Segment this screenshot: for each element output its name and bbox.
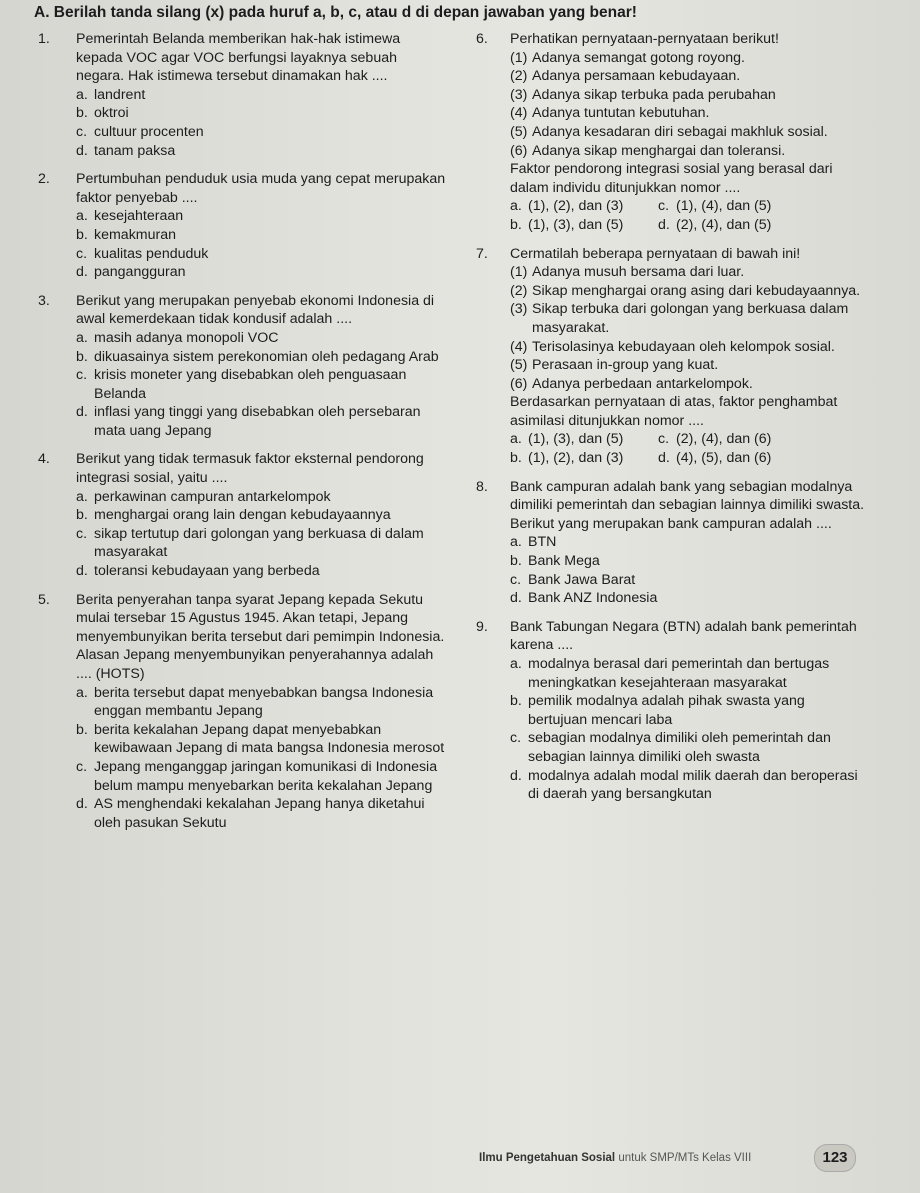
option-text: Bank ANZ Indonesia <box>528 590 658 607</box>
option-text: toleransi kebudayaan yang berbeda <box>94 563 320 580</box>
statement-label: (2) <box>510 68 528 85</box>
answer-option[interactable] <box>76 348 446 367</box>
question <box>476 478 866 608</box>
option-letter: b. <box>76 507 88 524</box>
question-prompt: Faktor pendorong integrasi sosial yang berasal dari dalam individu ditunjukkan nomor .... <box>510 161 833 196</box>
answer-option[interactable] <box>76 488 446 507</box>
question-number: 9. <box>476 618 488 635</box>
answer-option[interactable] <box>510 692 866 729</box>
option-text: kemakmuran <box>94 226 177 243</box>
question-prompt: Berdasarkan pernyataan di atas, faktor penghambat asimilasi ditunjukkan nomor .... <box>510 394 838 429</box>
footer <box>479 1152 751 1164</box>
option-text: (4), (5), dan (6) <box>676 450 772 467</box>
option-letter: d. <box>658 450 670 467</box>
statement-text: Adanya sikap menghargai dan toleransi. <box>532 142 786 159</box>
question-number: 6. <box>476 31 488 47</box>
option-text: Bank Mega <box>528 553 600 570</box>
answer-option[interactable] <box>510 655 866 692</box>
instruction: A. Berilah tanda silang (x) pada huruf a, b, c, atau d di depan jawaban yang benar! <box>34 4 637 21</box>
statement-item <box>510 375 866 394</box>
answer-option[interactable] <box>510 449 658 468</box>
answer-option[interactable] <box>510 430 658 449</box>
left-column <box>38 30 446 842</box>
statement-text: Adanya musuh bersama dari luar. <box>532 264 745 281</box>
answer-option[interactable] <box>76 506 446 525</box>
spacer <box>476 470 866 478</box>
question-number: 8. <box>476 478 488 495</box>
statement-label: (1) <box>510 49 528 66</box>
option-letter: c. <box>658 198 670 215</box>
statement-text: Perasaan in-group yang kuat. <box>532 357 719 374</box>
answer-option[interactable] <box>76 758 446 795</box>
option-text: modalnya adalah modal milik daerah dan beroperasi di daerah yang bersangkutan <box>528 767 858 803</box>
question-number: 5. <box>38 591 50 608</box>
statement-label: (4) <box>510 105 528 122</box>
statement-item <box>510 300 866 337</box>
statement-item <box>510 104 866 123</box>
question <box>38 450 446 580</box>
option-letter: d. <box>76 264 88 281</box>
option-text: pangangguran <box>94 264 186 281</box>
question-text: Perhatikan pernyataan-pernyataan berikut! <box>510 31 779 47</box>
statement-text: Adanya kesadaran diri sebagai makhluk sosial. <box>532 123 828 140</box>
spacer <box>476 806 866 814</box>
statement-item <box>510 263 866 282</box>
spacer <box>38 834 446 842</box>
option-text: kualitas penduduk <box>94 245 209 262</box>
question <box>38 591 446 833</box>
option-text: Bank Jawa Barat <box>528 571 636 588</box>
answer-option[interactable] <box>76 525 446 562</box>
question-text: Berikut yang tidak termasuk faktor eksternal pendorong integrasi sosial, yaitu .... <box>76 451 424 487</box>
statement-label: (2) <box>510 282 528 299</box>
statement-item <box>510 123 866 142</box>
option-letter: b. <box>76 105 88 122</box>
option-letter: c. <box>510 571 522 588</box>
answer-option[interactable] <box>76 104 446 123</box>
option-letter: a. <box>76 488 88 505</box>
answer-option[interactable] <box>510 767 866 804</box>
question-text: Pemerintah Belanda memberikan hak-hak istimewa kepada VOC agar VOC berfungsi layaknya sebuah negara. Hak istimewa tersebut dinamakan hak .... <box>76 31 401 85</box>
statement-text: Terisolasinya kebudayaan oleh kelompok sosial. <box>532 338 835 355</box>
option-text: modalnya berasal dari pemerintah dan bertugas meningkatkan kesejahteraan masyarakat <box>528 656 830 691</box>
option-letter: d. <box>76 563 88 580</box>
option-letter: a. <box>510 534 522 551</box>
answer-option[interactable] <box>76 263 446 282</box>
option-text: perkawinan campuran antarkelompok <box>94 488 331 505</box>
option-letter: b. <box>76 226 88 243</box>
option-letter: a. <box>510 198 522 215</box>
option-letter: a. <box>510 431 522 448</box>
option-text: oktroi <box>94 105 129 122</box>
answer-option[interactable] <box>510 533 866 552</box>
option-text: (1), (2), dan (3) <box>528 198 624 215</box>
answer-option[interactable] <box>76 329 446 348</box>
option-text: (2), (4), dan (6) <box>676 431 772 448</box>
answer-option[interactable] <box>658 430 866 449</box>
answer-option[interactable] <box>658 449 866 468</box>
answer-option[interactable] <box>76 795 446 832</box>
option-letter: c. <box>76 123 88 140</box>
options-grid <box>510 430 866 467</box>
answer-option[interactable] <box>510 197 658 216</box>
answer-option[interactable] <box>76 245 446 264</box>
statement-label: (3) <box>510 301 528 318</box>
option-letter: c. <box>510 730 522 747</box>
statement-text: Adanya tuntutan kebutuhan. <box>532 105 710 122</box>
option-letter: b. <box>510 216 522 233</box>
question-text: Berikut yang merupakan penyebab ekonomi Indonesia di awal kemerdekaan tidak kondusif adalah .... <box>76 292 435 328</box>
option-text: (1), (2), dan (3) <box>528 450 624 467</box>
statement-text: Sikap terbuka dari golongan yang berkuasa dalam masyarakat. <box>532 301 849 336</box>
option-letter: c. <box>658 431 670 448</box>
option-text: (1), (3), dan (5) <box>528 216 624 233</box>
statement-text: Adanya sikap terbuka pada perubahan <box>532 86 776 103</box>
answer-option[interactable] <box>76 684 446 721</box>
question-text: Pertumbuhan penduduk usia muda yang cepat merupakan faktor penyebab .... <box>76 171 446 206</box>
answer-option[interactable] <box>76 403 446 440</box>
question-number: 2. <box>38 171 50 188</box>
question-number: 3. <box>38 292 50 309</box>
option-text: kesejahteraan <box>94 208 184 225</box>
option-letter: d. <box>76 142 88 159</box>
option-letter: b. <box>510 693 522 710</box>
answer-option[interactable] <box>76 123 446 142</box>
option-text: (1), (4), dan (5) <box>676 198 772 215</box>
statement-item <box>510 282 866 301</box>
spacer <box>38 583 446 591</box>
option-text: (1), (3), dan (5) <box>528 431 624 448</box>
spacer <box>476 610 866 618</box>
answer-option[interactable] <box>658 197 866 216</box>
statement-text: Sikap menghargai orang asing dari kebudayaannya. <box>532 282 861 299</box>
options-grid <box>510 197 866 234</box>
spacer <box>38 162 446 170</box>
answer-option[interactable] <box>510 571 866 590</box>
option-letter: d. <box>510 767 522 784</box>
option-text: sebagian modalnya dimiliki oleh pemerintah dan sebagian lainnya dimiliki oleh swasta <box>528 730 831 765</box>
option-text: menghargai orang lain dengan kebudayaannya <box>94 507 391 524</box>
statement-label: (6) <box>510 375 528 392</box>
option-letter: d. <box>658 216 670 233</box>
statement-item <box>510 356 866 375</box>
option-letter: b. <box>76 721 88 738</box>
statement-text: Adanya semangat gotong royong. <box>532 49 745 66</box>
answer-option[interactable] <box>76 207 446 226</box>
option-text: pemilik modalnya adalah pihak swasta yang bertujuan mencari laba <box>528 693 805 728</box>
statement-text: Adanya perbedaan antarkelompok. <box>532 375 753 392</box>
option-text: berita kekalahan Jepang dapat menyebabkan kewibawaan Jepang di mata bangsa Indonesia merosot <box>94 721 445 757</box>
question-text: Cermatilah beberapa pernyataan di bawah ini! <box>510 245 801 262</box>
question-number: 1. <box>38 31 50 47</box>
question <box>476 618 866 804</box>
option-text: Jepang menganggap jaringan komunikasi di Indonesia belum mampu menyebarkan berita kekalahan Jepang <box>94 758 438 794</box>
question <box>38 170 446 282</box>
spacer <box>38 284 446 292</box>
option-letter: a. <box>76 208 88 225</box>
option-text: landrent <box>94 86 146 103</box>
page-number: 123 <box>814 1144 856 1172</box>
question-number: 4. <box>38 451 50 468</box>
option-letter: d. <box>76 796 88 813</box>
statement-label: (3) <box>510 86 528 103</box>
answer-option[interactable] <box>76 86 446 105</box>
answer-option[interactable] <box>510 552 866 571</box>
answer-option[interactable] <box>76 562 446 581</box>
spacer <box>38 442 446 450</box>
option-letter: c. <box>76 367 88 384</box>
question <box>476 30 866 235</box>
option-letter: b. <box>76 348 88 365</box>
option-text: inflasi yang tinggi yang disebabkan oleh persebaran mata uang Jepang <box>94 404 421 439</box>
statement-item <box>510 86 866 105</box>
option-letter: b. <box>510 553 522 570</box>
option-letter: c. <box>76 245 88 262</box>
answer-option[interactable] <box>76 226 446 245</box>
answer-option[interactable] <box>76 142 446 161</box>
answer-option[interactable] <box>76 366 446 403</box>
question <box>38 30 446 160</box>
option-letter: c. <box>76 525 88 542</box>
option-letter: c. <box>76 758 88 775</box>
option-letter: b. <box>510 450 522 467</box>
footer-subtitle: untuk SMP/MTs Kelas VIII <box>618 1152 752 1164</box>
option-text: sikap tertutup dari golongan yang berkuasa di dalam masyarakat <box>94 525 424 561</box>
statement-label: (5) <box>510 123 528 140</box>
option-text: cultuur procenten <box>94 123 204 140</box>
answer-option[interactable] <box>658 216 866 235</box>
option-text: dikuasainya sistem perekonomian oleh pedagang Arab <box>94 348 439 365</box>
option-text: krisis moneter yang disebabkan oleh penguasaan Belanda <box>94 367 407 402</box>
question-text: Bank campuran adalah bank yang sebagian modalnya dimiliki pemerintah dan sebagian lainnya dimiliki swasta. Berikut yang merupakan bank campuran adalah .... <box>510 478 865 532</box>
option-letter: a. <box>510 656 522 672</box>
statement-item <box>510 67 866 86</box>
question-text: Bank Tabungan Negara (BTN) adalah bank pemerintah karena .... <box>510 618 857 654</box>
option-text: (2), (4), dan (5) <box>676 216 772 233</box>
statement-text: Adanya persamaan kebudayaan. <box>532 68 741 85</box>
statement-label: (5) <box>510 357 528 374</box>
option-letter: a. <box>76 684 88 701</box>
option-letter: a. <box>76 329 88 346</box>
statement-label: (4) <box>510 338 528 355</box>
option-text: tanam paksa <box>94 142 176 159</box>
footer-title: Ilmu Pengetahuan Sosial <box>479 1152 616 1164</box>
option-text: berita tersebut dapat menyebabkan bangsa Indonesia enggan membantu Jepang <box>94 684 434 720</box>
answer-option[interactable] <box>510 729 866 766</box>
statement-item <box>510 142 866 161</box>
question <box>476 245 866 468</box>
statement-label: (6) <box>510 142 528 159</box>
option-letter: a. <box>76 86 88 103</box>
answer-option[interactable] <box>76 721 446 758</box>
option-text: BTN <box>528 534 557 551</box>
option-text: AS menghendaki kekalahan Jepang hanya diketahui oleh pasukan Sekutu <box>94 796 425 831</box>
statement-label: (1) <box>510 264 528 281</box>
statement-item <box>510 338 866 357</box>
answer-option[interactable] <box>510 216 658 235</box>
answer-option[interactable] <box>510 589 866 608</box>
question-number: 7. <box>476 245 488 262</box>
option-letter: d. <box>76 404 88 421</box>
question-text: Berita penyerahan tanpa syarat Jepang kepada Sekutu mulai tersebar 15 Agustus 1945. Akan tetapi, Jepang menyembunyikan berita tersebut dari pemimpin Indonesia. Alasan Jepang menyembunyikan penyerahannya adalah .... (HOTS) <box>76 591 445 682</box>
statement-item <box>510 49 866 68</box>
right-column <box>476 30 866 814</box>
option-text: masih adanya monopoli VOC <box>94 329 279 346</box>
spacer <box>476 237 866 245</box>
option-letter: d. <box>510 590 522 607</box>
question <box>38 292 446 441</box>
